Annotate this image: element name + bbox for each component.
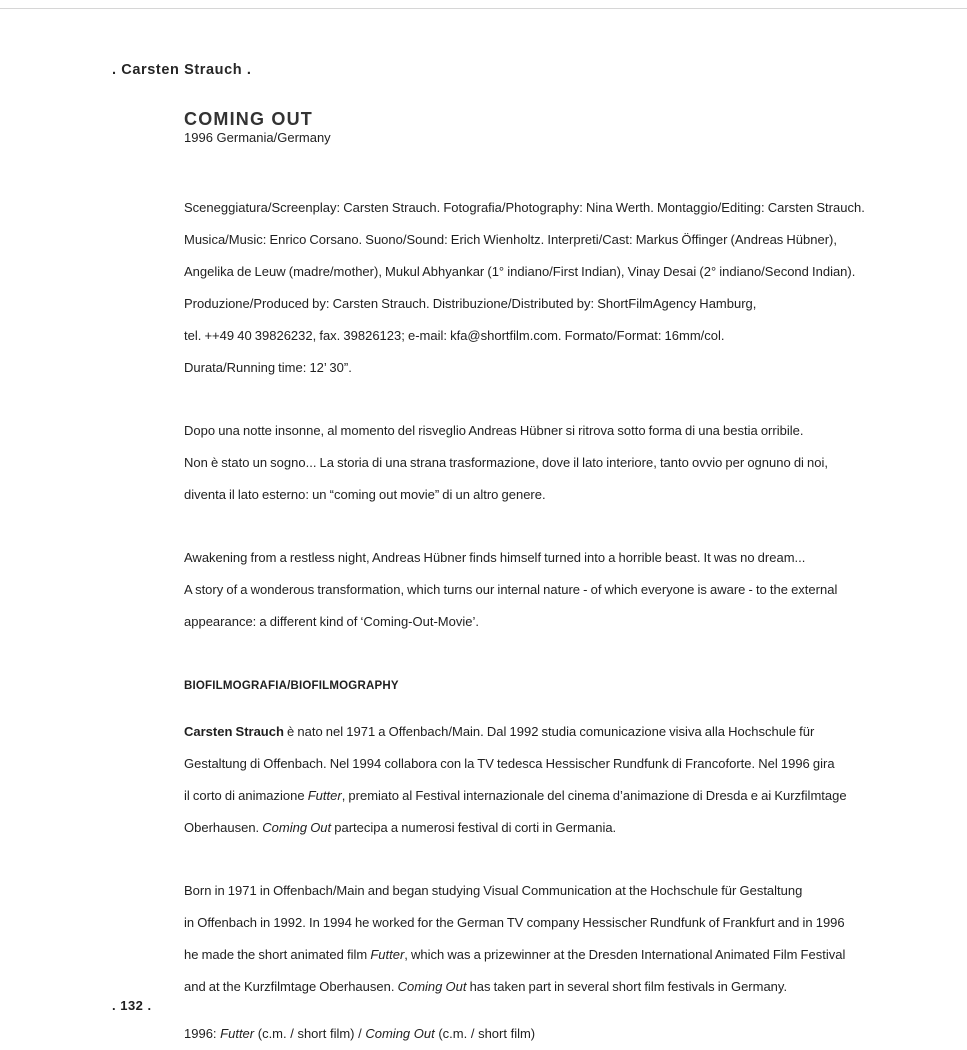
film-title-coming-out: Coming Out	[397, 979, 467, 994]
credits-line: Musica/Music: Enrico Corsano. Suono/Sound: Erich Wienholtz. Interpreti/Cast: Markus Öffinger (Andreas Hübner),	[184, 232, 837, 247]
filmography-film-futter: Futter	[220, 1026, 255, 1041]
film-title-futter: Futter	[370, 947, 405, 962]
filmography-type: (c.m. / short film)	[434, 1026, 536, 1041]
credits-line: Produzione/Produced by: Carsten Strauch. Distribuzione/Distributed by: ShortFilmAgency Hamburg,	[184, 296, 757, 311]
credits-line: Angelika de Leuw (madre/mother), Mukul Abhyankar (1° indiano/First Indian), Vinay Desai (2° indiano/Second Indian).	[184, 264, 856, 279]
bio-text: partecipa a numerosi festival di corti in Germania.	[331, 820, 617, 835]
filmography-year: 1996:	[184, 1026, 221, 1041]
bio-text: and at the Kurzfilmtage Oberhausen.	[184, 979, 398, 994]
page-number: . 132 .	[112, 998, 152, 1013]
bio-text: has taken part in several short film festivals in Germany.	[466, 979, 788, 994]
bio-line: Born in 1971 in Offenbach/Main and began studying Visual Communication at the Hochschule für Gestaltung	[184, 883, 803, 898]
synopsis-line: Non è stato un sogno... La storia di una strana trasformazione, dove il lato interiore, tanto ovvio per ognuno di noi,	[184, 455, 829, 470]
filmography-type: (c.m. / short film) /	[254, 1026, 366, 1041]
bio-line	[184, 820, 914, 836]
credits-line: Durata/Running time: 12’ 30”.	[184, 360, 352, 375]
bio-line: Gestaltung di Offenbach. Nel 1994 collabora con la TV tedesca Hessischer Rundfunk di Francoforte. Nel 1996 gira	[184, 756, 835, 771]
biofilmography-heading: BIOFILMOGRAFIA/BIOFILMOGRAPHY	[184, 680, 399, 692]
synopsis-italian	[184, 407, 914, 519]
bio-text: Oberhausen.	[184, 820, 263, 835]
film-entry	[184, 108, 914, 1042]
synopsis-english	[184, 534, 914, 646]
filmography-line	[184, 1026, 914, 1042]
synopsis-line: diventa il lato esterno: un “coming out movie” di un altro genere.	[184, 487, 546, 502]
synopsis-line: Dopo una notte insonne, al momento del risveglio Andreas Hübner si ritrova sotto forma di una bestia orribile.	[184, 423, 804, 438]
bio-line	[184, 979, 914, 995]
bio-line: in Offenbach in 1992. In 1994 he worked for the German TV company Hessischer Rundfunk of Frankfurt and in 1996	[184, 915, 845, 930]
top-rule	[0, 8, 967, 9]
film-title-coming-out: Coming Out	[262, 820, 332, 835]
bio-text: il corto di animazione	[184, 788, 308, 803]
bio-text: è nato nel 1971 a Offenbach/Main. Dal 1992 studia comunicazione visiva alla Hochschule für	[283, 724, 815, 739]
filmography-film-coming-out: Coming Out	[365, 1026, 435, 1041]
film-title: COMING OUT	[184, 109, 313, 129]
synopsis-line: Awakening from a restless night, Andreas Hübner finds himself turned into a horrible beast. It was no dream...	[184, 550, 806, 565]
bio-text: , premiato al Festival internazionale del cinema d’animazione di Dresda e ai Kurzfilmtage	[341, 788, 847, 803]
film-title-futter: Futter	[307, 788, 342, 803]
bio-line	[184, 947, 914, 963]
director-name: Carsten Strauch	[184, 724, 284, 739]
credits-line: tel. ++49 40 39826232, fax. 39826123; e-mail: kfa@shortfilm.com. Formato/Format: 16mm/col.	[184, 328, 725, 343]
bio-text: he made the short animated film	[184, 947, 371, 962]
credits-paragraph	[184, 184, 914, 392]
biography-italian	[184, 708, 914, 852]
biography-english	[184, 867, 914, 1011]
bio-line	[184, 788, 914, 804]
director-name-header: . Carsten Strauch .	[112, 62, 252, 78]
bio-line	[184, 724, 914, 740]
synopsis-line: A story of a wonderous transformation, which turns our internal nature - of which everyone is aware - to the external	[184, 582, 838, 597]
film-year-country: 1996 Germania/Germany	[184, 130, 331, 145]
bio-text: , which was a prizewinner at the Dresden International Animated Film Festival	[404, 947, 846, 962]
credits-line: Sceneggiatura/Screenplay: Carsten Strauch. Fotografia/Photography: Nina Werth. Montaggio/Editing: Carsten Strauch.	[184, 200, 865, 215]
synopsis-line: appearance: a different kind of ‘Coming-Out-Movie’.	[184, 614, 479, 629]
